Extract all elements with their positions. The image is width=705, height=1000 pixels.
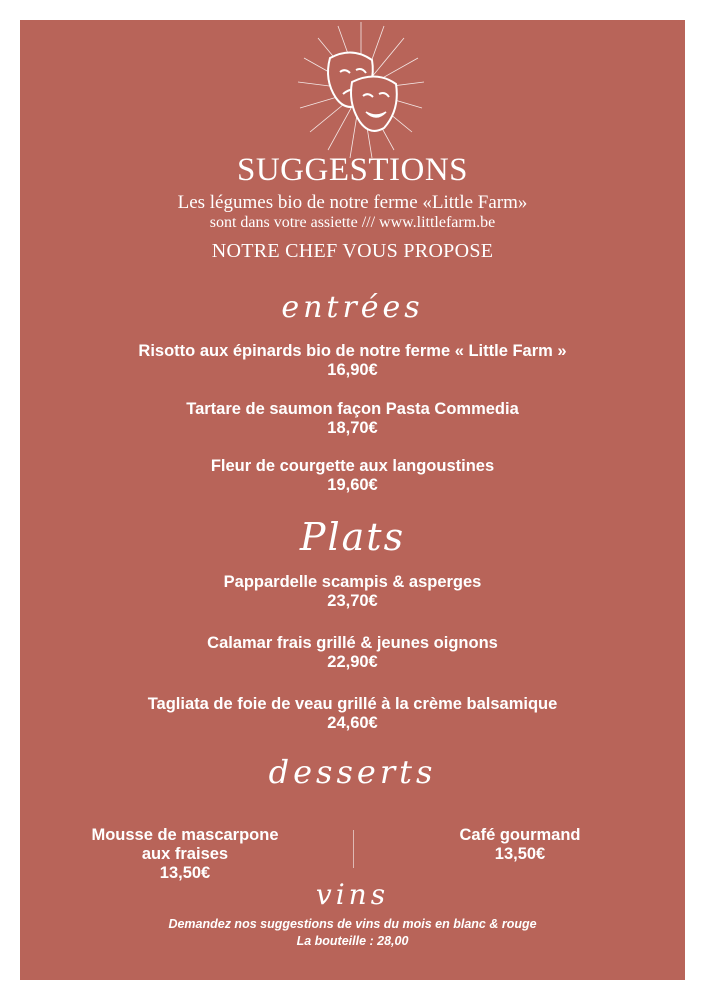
menu-item [20, 457, 685, 495]
wine-note-line-1: Demandez nos suggestions de vins du mois en blanc & rouge [168, 917, 537, 931]
dessert-price: 13,50€ [494, 845, 546, 863]
menu-item [20, 634, 685, 672]
subtitle-line-2: sont dans votre assiette /// www.littlefarm.be [209, 214, 496, 231]
wine-note-line-2: La bouteille : 28,00 [296, 934, 409, 948]
dish-name: Tartare de saumon façon Pasta Commedia [186, 400, 519, 418]
dish-price: 23,70€ [327, 592, 378, 610]
dish-price: 18,70€ [327, 419, 378, 437]
wine-note [20, 916, 685, 950]
column-divider [353, 830, 354, 868]
dish-price: 24,60€ [327, 714, 378, 732]
dessert-name-line-1: Mousse de mascarpone [91, 826, 279, 844]
menu-item [20, 400, 685, 438]
section-heading-plats: Plats [299, 515, 406, 559]
dish-price: 22,90€ [327, 653, 378, 671]
dish-name: Risotto aux épinards bio de notre ferme « Little Farm » [138, 342, 567, 360]
theatre-masks-icon [296, 20, 426, 160]
subtitle-line-1: Les légumes bio de notre ferme «Little Farm» [177, 192, 528, 213]
section-heading-vins: vins [315, 878, 390, 911]
section-heading-desserts: desserts [268, 753, 437, 791]
dessert-name: Café gourmand [459, 826, 581, 844]
dessert-item-right [355, 826, 685, 864]
page-title: SUGGESTIONS [236, 152, 469, 188]
menu-item [20, 573, 685, 611]
dish-price: 19,60€ [327, 476, 378, 494]
dish-price: 16,90€ [327, 361, 378, 379]
dessert-item-left [20, 826, 350, 883]
chef-tagline: NOTRE CHEF VOUS PROPOSE [211, 240, 494, 262]
menu-page [20, 20, 685, 980]
dessert-name-line-2: aux fraises [141, 845, 229, 863]
dessert-price: 13,50€ [159, 864, 211, 882]
dish-name: Tagliata de foie de veau grillé à la crème balsamique [147, 695, 558, 713]
dish-name: Fleur de courgette aux langoustines [210, 457, 495, 475]
menu-item [20, 695, 685, 733]
section-heading-entrees: entrées [281, 290, 424, 325]
dish-name: Pappardelle scampis & asperges [223, 573, 482, 591]
dish-name: Calamar frais grillé & jeunes oignons [207, 634, 498, 652]
menu-item [20, 342, 685, 380]
